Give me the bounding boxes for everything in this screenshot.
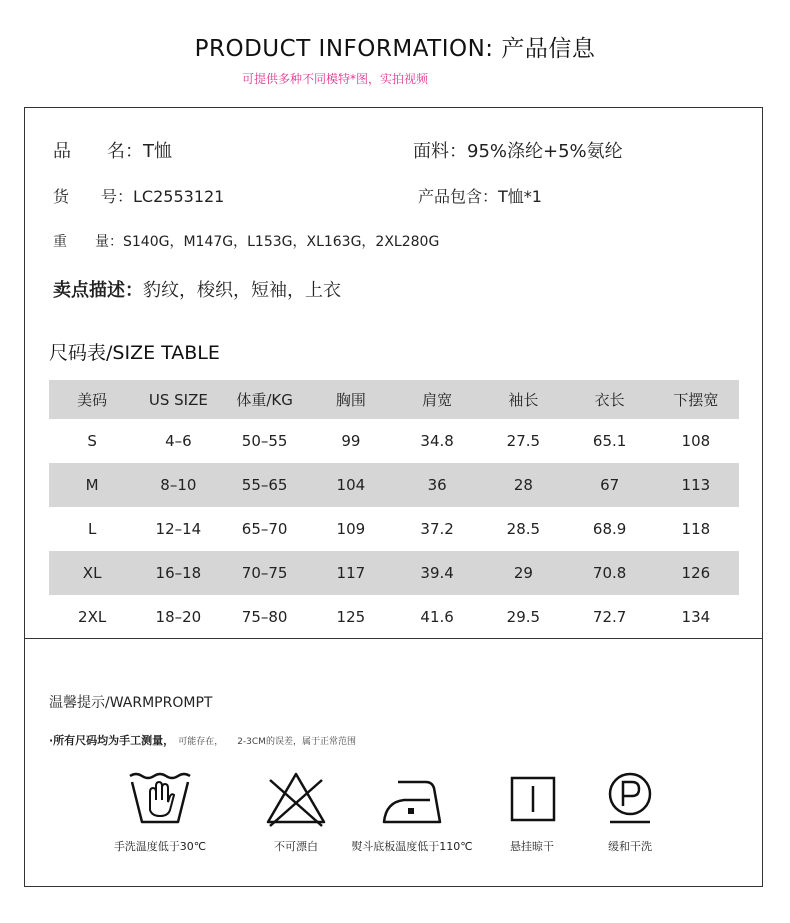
size-table-title: 尺码表/SIZE TABLE — [49, 342, 220, 364]
header-cell: 肩宽 — [422, 391, 453, 409]
table-cell: 65.1 — [592, 432, 627, 450]
warm-note-a: 可能存在， — [178, 737, 224, 747]
table-cell: 2XL — [78, 608, 107, 626]
sku-row — [53, 184, 224, 207]
table-cell: 125 — [336, 608, 366, 626]
table-cell: 134 — [681, 608, 711, 626]
table-cell: 117 — [336, 564, 366, 582]
table-cell: 28.5 — [506, 520, 541, 538]
weight-label: 重 量： — [53, 234, 123, 250]
table-cell: 67 — [600, 476, 620, 494]
warm-note-b: 2-3CM的误差，属于正常范围 — [237, 737, 356, 747]
fabric-value: 95%涤纶+5%氨纶 — [467, 141, 623, 162]
table-cell: 75–80 — [241, 608, 288, 626]
header-cell: 衣长 — [594, 391, 625, 409]
header-cell: US SIZE — [148, 390, 208, 409]
table-cell: 65–70 — [241, 520, 288, 538]
product-name-row — [53, 137, 172, 163]
table-cell: 18–20 — [155, 608, 202, 626]
table-cell: 4–6 — [165, 432, 192, 450]
table-row — [49, 551, 739, 595]
header-cell: 美码 — [77, 391, 108, 409]
table-cell: M — [85, 476, 99, 494]
table-cell: 28 — [513, 476, 533, 494]
table-cell: 16–18 — [155, 564, 202, 582]
selling-label: 卖点描述： — [53, 280, 143, 301]
size-table — [49, 380, 739, 639]
fabric-label: 面料： — [413, 141, 467, 162]
table-row — [49, 595, 739, 639]
care-label: 悬挂晾干 — [510, 840, 554, 853]
fabric-row — [413, 137, 623, 163]
table-cell: 12–14 — [155, 520, 202, 538]
sku-label: 货 号： — [53, 187, 134, 206]
header-cell: 体重/KG — [236, 391, 293, 409]
care-label: 不可漂白 — [274, 840, 318, 853]
table-cell: L — [87, 520, 97, 538]
table-cell: 108 — [681, 432, 711, 450]
table-cell: 8–10 — [160, 476, 197, 494]
selling-value: 豹纹，梭织，短袖，上衣 — [143, 280, 341, 301]
care-item-dry-clean — [560, 770, 700, 854]
warm-prompt-note — [49, 732, 356, 748]
table-cell: 34.8 — [420, 432, 454, 450]
care-label: 熨斗底板温度低于110℃ — [351, 840, 473, 853]
header-cell: 下摆宽 — [673, 391, 719, 409]
header-cell: 胸围 — [335, 391, 366, 409]
table-cell: XL — [82, 564, 102, 582]
page-title: PRODUCT INFORMATION: 产品信息 — [194, 36, 596, 62]
table-row — [49, 463, 739, 507]
warm-prompt-title: 温馨提示/WARMPROMPT — [49, 695, 213, 711]
table-cell: 36 — [427, 476, 447, 494]
care-label: 缓和干洗 — [608, 840, 652, 853]
table-cell: 37.2 — [420, 520, 454, 538]
package-row — [418, 184, 542, 207]
table-cell: 29.5 — [506, 608, 541, 626]
warm-note-bold: ·所有尺码均为手工测量， — [49, 734, 175, 747]
weight-row — [53, 231, 439, 251]
package-value: T恤*1 — [498, 187, 542, 206]
table-cell: 55–65 — [241, 476, 288, 494]
page-subtitle: 可提供多种不同模特*图，实拍视频 — [241, 72, 428, 86]
table-cell: 70.8 — [592, 564, 627, 582]
selling-row — [53, 276, 341, 302]
table-cell: 113 — [681, 476, 711, 494]
no-bleach-icon — [264, 770, 328, 828]
table-cell: 104 — [336, 476, 366, 494]
product-name-label: 品 名： — [53, 141, 143, 162]
table-cell: 118 — [681, 520, 711, 538]
iron-low-icon — [380, 770, 444, 828]
table-cell: 109 — [336, 520, 366, 538]
table-cell: 39.4 — [420, 564, 454, 582]
table-row — [49, 507, 739, 551]
weight-value: S140G，M147G，L153G，XL163G，2XL280G — [123, 234, 440, 250]
table-cell: 70–75 — [241, 564, 288, 582]
table-cell: 72.7 — [592, 608, 627, 626]
table-cell: 50–55 — [241, 432, 288, 450]
table-cell: 99 — [341, 432, 361, 450]
product-name-value: T恤 — [143, 141, 172, 162]
package-label: 产品包含： — [418, 187, 499, 206]
table-cell: S — [87, 432, 97, 450]
hang-dry-icon — [500, 770, 564, 828]
table-cell: 126 — [681, 564, 711, 582]
care-label: 手洗温度低于30℃ — [113, 840, 207, 853]
dry-clean-icon — [598, 770, 662, 828]
size-table-header — [49, 380, 739, 419]
table-cell: 29 — [513, 564, 533, 582]
care-item-iron — [342, 770, 482, 854]
table-cell: 68.9 — [592, 520, 627, 538]
sku-value: LC2553121 — [133, 187, 225, 206]
header-cell: 袖长 — [508, 391, 539, 409]
table-row — [49, 419, 739, 463]
table-cell: 41.6 — [420, 608, 454, 626]
hand-wash-icon — [128, 770, 192, 828]
table-cell: 27.5 — [506, 432, 541, 450]
care-item-hand-wash — [90, 770, 230, 854]
